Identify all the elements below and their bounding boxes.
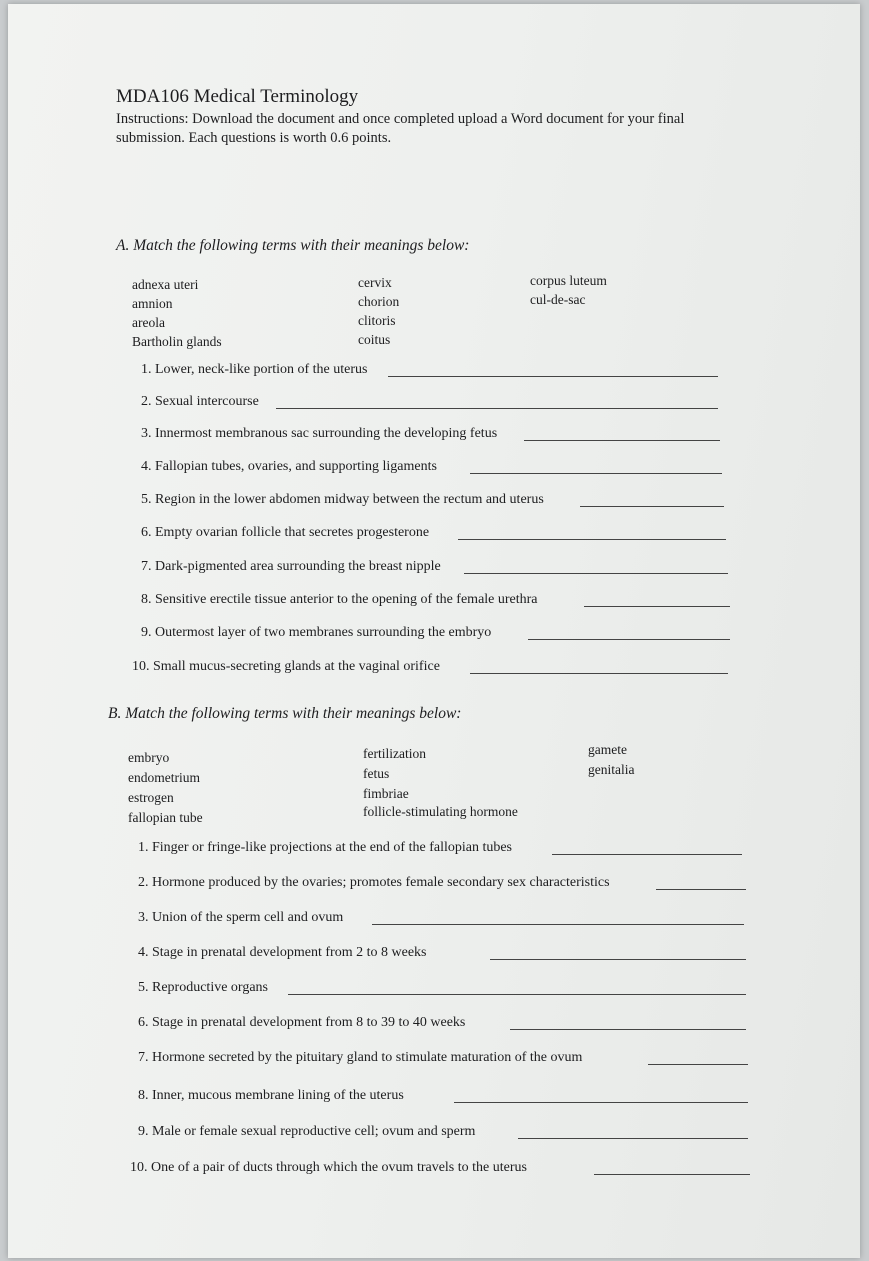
document-title: MDA106 Medical Terminology: [116, 86, 359, 107]
question-a-4: 4. Fallopian tubes, ovaries, and supporting ligaments: [141, 459, 437, 474]
answer-blank-a-2[interactable]: [276, 408, 718, 409]
question-a-10: 10. Small mucus-secreting glands at the vaginal orifice: [132, 659, 440, 674]
answer-blank-a-10[interactable]: [470, 673, 728, 674]
question-a-6: 6. Empty ovarian follicle that secretes progesterone: [141, 525, 430, 540]
term-b: fallopian tube: [128, 810, 203, 825]
answer-blank-b-2[interactable]: [656, 889, 746, 890]
section-a-heading: A. Match the following terms with their meanings below:: [116, 237, 470, 254]
question-b-10: 10. One of a pair of ducts through which the ovum travels to the uterus: [130, 1160, 527, 1175]
answer-blank-b-4[interactable]: [490, 959, 746, 960]
answer-blank-a-1[interactable]: [388, 376, 718, 377]
term-a: Bartholin glands: [132, 334, 222, 349]
answer-blank-b-3[interactable]: [372, 924, 744, 925]
answer-blank-a-3[interactable]: [524, 440, 720, 441]
answer-blank-a-7[interactable]: [464, 573, 728, 574]
question-a-1: 1. Lower, neck-like portion of the uterus: [141, 362, 368, 377]
question-b-4: 4. Stage in prenatal development from 2 to 8 weeks: [138, 945, 427, 960]
question-b-9: 9. Male or female sexual reproductive cell; ovum and sperm: [138, 1124, 476, 1139]
term-a: adnexa uteri: [132, 277, 199, 292]
answer-blank-b-6[interactable]: [510, 1029, 746, 1030]
question-b-8: 8. Inner, mucous membrane lining of the uterus: [138, 1088, 404, 1103]
term-b: gamete: [588, 742, 627, 757]
question-a-3: 3. Innermost membranous sac surrounding the developing fetus: [141, 426, 498, 441]
term-b: follicle-stimulating hormone: [363, 804, 518, 819]
question-a-7: 7. Dark-pigmented area surrounding the breast nipple: [141, 559, 441, 574]
term-b: endometrium: [128, 770, 200, 785]
term-a: chorion: [358, 294, 400, 309]
term-b: fetus: [363, 766, 390, 781]
answer-blank-b-8[interactable]: [454, 1102, 748, 1103]
answer-blank-b-5[interactable]: [288, 994, 746, 995]
term-a: cervix: [358, 275, 392, 290]
instructions: Instructions: Download the document and once completed upload a Word document for your final submission. Each questions is worth 0.6 points.: [116, 111, 685, 146]
term-a: amnion: [132, 296, 173, 311]
term-b: fertilization: [363, 746, 426, 761]
question-a-2: 2. Sexual intercourse: [141, 394, 259, 409]
question-b-1: 1. Finger or fringe-like projections at the end of the fallopian tubes: [138, 840, 513, 855]
answer-blank-a-8[interactable]: [584, 606, 730, 607]
question-b-2: 2. Hormone produced by the ovaries; promotes female secondary sex characteristics: [138, 875, 610, 890]
question-a-5: 5. Region in the lower abdomen midway between the rectum and uterus: [141, 492, 544, 507]
question-b-3: 3. Union of the sperm cell and ovum: [138, 910, 344, 925]
question-a-9: 9. Outermost layer of two membranes surrounding the embryo: [141, 625, 492, 640]
question-b-6: 6. Stage in prenatal development from 8 to 39 to 40 weeks: [138, 1015, 466, 1030]
answer-blank-b-9[interactable]: [518, 1138, 748, 1139]
term-a: corpus luteum: [530, 273, 607, 288]
answer-blank-a-4[interactable]: [470, 473, 722, 474]
term-b: fimbriae: [363, 786, 409, 801]
term-b: embryo: [128, 750, 170, 765]
term-b: estrogen: [128, 790, 174, 805]
question-b-5: 5. Reproductive organs: [138, 980, 268, 995]
question-a-8: 8. Sensitive erectile tissue anterior to the opening of the female urethra: [141, 592, 538, 607]
answer-blank-a-5[interactable]: [580, 506, 724, 507]
worksheet-page: [8, 4, 860, 1258]
term-a: clitoris: [358, 313, 396, 328]
answer-blank-b-10[interactable]: [594, 1174, 750, 1175]
term-b: genitalia: [588, 762, 635, 777]
answer-blank-a-6[interactable]: [458, 539, 726, 540]
answer-blank-b-1[interactable]: [552, 854, 742, 855]
term-a: coitus: [358, 332, 391, 347]
section-b-heading: B. Match the following terms with their meanings below:: [108, 705, 462, 722]
answer-blank-a-9[interactable]: [528, 639, 730, 640]
question-b-7: 7. Hormone secreted by the pituitary gland to stimulate maturation of the ovum: [138, 1050, 583, 1065]
answer-blank-b-7[interactable]: [648, 1064, 748, 1065]
term-a: areola: [132, 315, 165, 330]
term-a: cul-de-sac: [530, 292, 586, 307]
